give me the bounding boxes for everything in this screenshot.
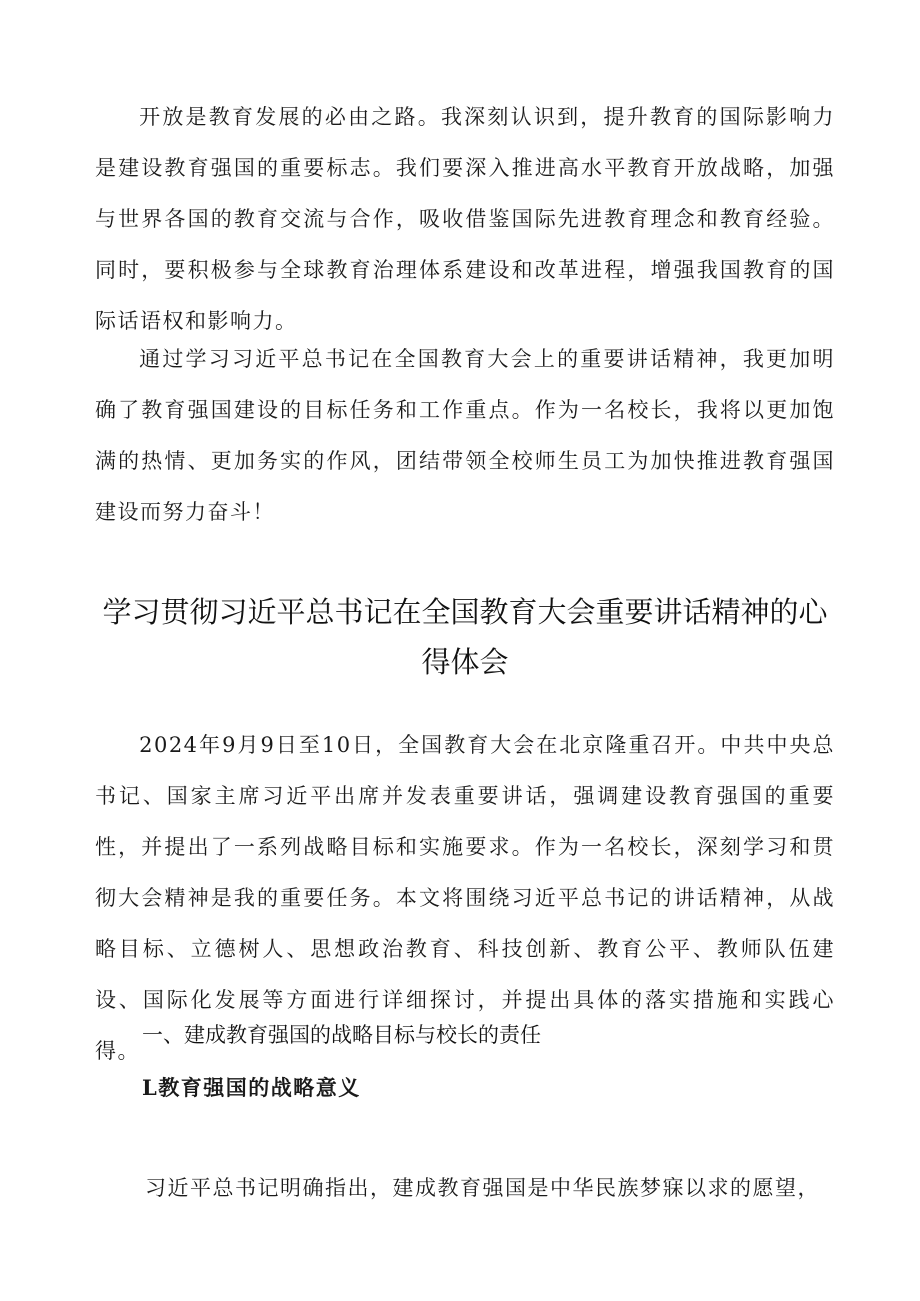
paragraph-education-openness: 开放是教育发展的必由之路。我深刻认识到，提升教育的国际影响力是建设教育强国的重要标志。我们要深入推进高水平教育开放战略，加强与世界各国的教育交流与合作，吸收借鉴国际先进教育理念和教育经验。同时，要积极参与全球教育治理体系建设和改革进程，增强我国教育的国际话语权和影响力。 xyxy=(95,105,835,333)
paragraph-conference-intro: 2024年9月9日至10日，全国教育大会在北京隆重召开。中共中央总书记、国家主席习近平出席并发表重要讲话，强调建设教育强国的重要性，并提出了一系列战略目标和实施要求。作为一名校长，深刻学习和贯彻大会精神是我的重要任务。本文将围绕习近平总书记的讲话精神，从战略目标、立德树人、思想政治教育、科技创新、教育公平、教师队伍建设、国际化发展等方面进行详细探讨，并提出具体的落实措施和实践心得。 xyxy=(95,733,835,1063)
article-title: 学习贯彻习近平总书记在全国教育大会重要讲话精神的心得体会 xyxy=(102,595,828,679)
paragraph-study-conclusion: 通过学习习近平总书记在全国教育大会上的重要讲话精神，我更加明确了教育强国建设的目标任务和工作重点。作为一名校长，我将以更加饱满的热情、更加务实的作风，团结带领全校师生员工为加快推进教育强国建设而努力奋斗！ xyxy=(95,347,835,524)
paragraph-strategic-significance: 习近平总书记明确指出，建成教育强国是中华民族梦寐以求的愿望， xyxy=(145,1176,820,1200)
section-heading: 一、建成教育强国的战略目标与校长的责任 xyxy=(142,1023,541,1047)
subsection-heading: L教育强国的战略意义 xyxy=(142,1075,361,1100)
